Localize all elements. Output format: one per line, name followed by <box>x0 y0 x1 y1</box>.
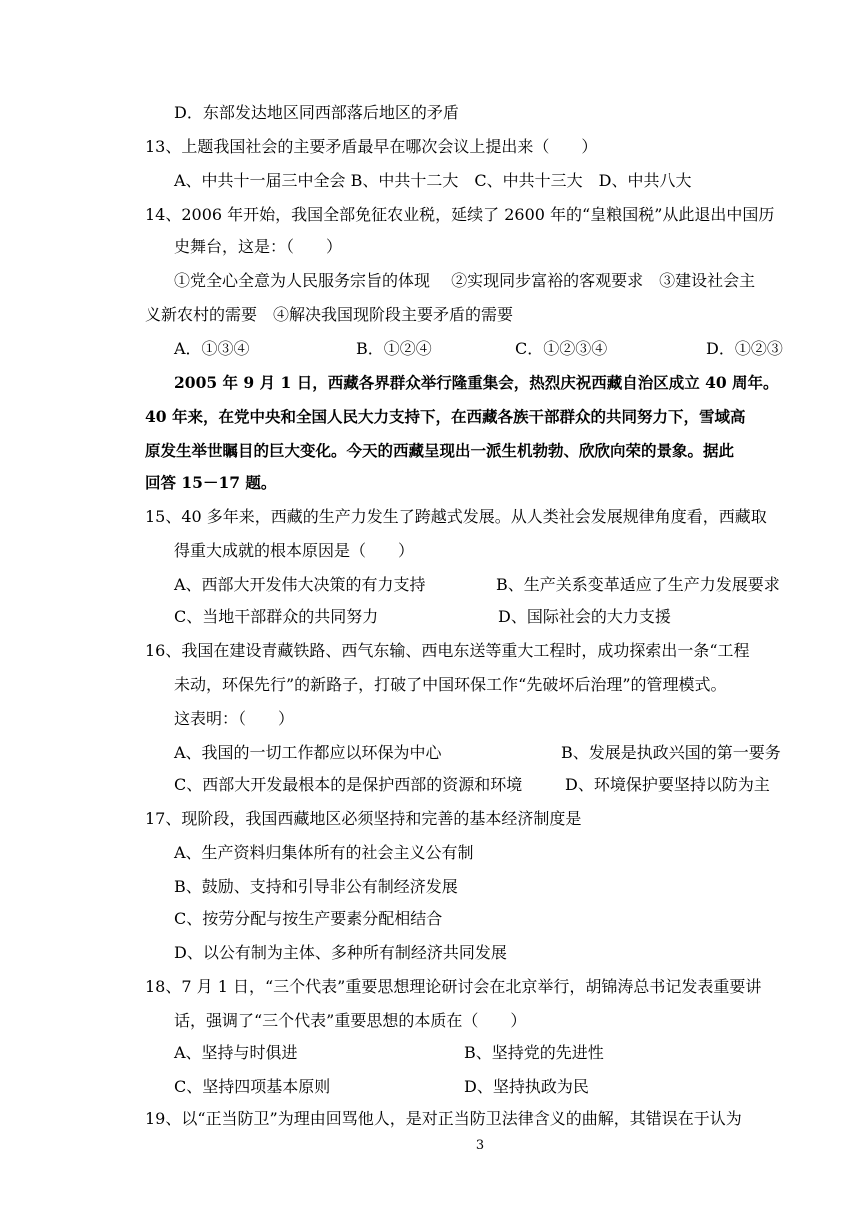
q14-option-d: D．①②③ <box>706 339 783 358</box>
q16-option-b: B、发展是执政兴国的第一要务 <box>561 743 781 762</box>
q16-option-a: A、我国的一切工作都应以环保为中心 <box>174 743 442 762</box>
q18-option-c: C、坚持四项基本原则 <box>174 1077 331 1096</box>
q13-options: A、中共十一届三中全会 B、中共十二大 C、中共十三大 D、中共八大 <box>174 171 692 190</box>
material-paragraph: 2005 年 9 月 1 日，西藏各界群众举行隆重集会，热烈庆祝西藏自治区成立 40 周年。 <box>174 373 779 392</box>
q15-option-c: C、当地干部群众的共同努力 <box>174 607 379 626</box>
q17-option-c: C、按劳分配与按生产要素分配相结合 <box>174 909 443 928</box>
question-18: 18、7 月 1 日，“三个代表”重要思想理论研讨会在北京举行，胡锦涛总书记发表重要讲 <box>145 977 762 996</box>
q18-option-d: D、坚持执政为民 <box>464 1077 589 1096</box>
q15-option-d: D、国际社会的大力支援 <box>498 607 671 626</box>
question-15-cont: 得重大成就的根本原因是（ ） <box>174 541 415 560</box>
q14-statements-cont: 义新农村的需要 ④解决我国现阶段主要矛盾的需要 <box>145 305 514 324</box>
question-16-cont: 未动，环保先行”的新路子，打破了中国环保工作“先破坏后治理”的管理模式。 <box>174 675 727 694</box>
question-14: 14、2006 年开始，我国全部免征农业税，延续了 2600 年的“皇粮国税”从此退出中国历 <box>145 205 775 224</box>
question-15: 15、40 多年来，西藏的生产力发生了跨越式发展。从人类社会发展规律角度看，西藏取 <box>145 507 767 526</box>
q17-option-d: D、以公有制为主体、多种所有制经济共同发展 <box>174 943 507 962</box>
question-18-cont: 话，强调了“三个代表”重要思想的本质在（ ） <box>174 1011 527 1030</box>
question-13: 13、上题我国社会的主要矛盾最早在哪次会议上提出来（ ） <box>145 137 598 156</box>
q18-option-b: B、坚持党的先进性 <box>464 1043 604 1062</box>
q15-option-a: A、西部大开发伟大决策的有力支持 <box>174 575 426 594</box>
q16-option-d: D、环境保护要坚持以防为主 <box>565 775 770 794</box>
q14-option-a: A．①③④ <box>174 339 250 358</box>
q18-option-a: A、坚持与时俱进 <box>174 1043 298 1062</box>
q17-option-a: A、生产资料归集体所有的社会主义公有制 <box>174 843 474 862</box>
q17-option-b: B、鼓励、支持和引导非公有制经济发展 <box>174 877 458 896</box>
question-16-cont-2: 这表明：（ ） <box>174 709 295 728</box>
question-19: 19、以“正当防卫”为理由回骂他人，是对正当防卫法律含义的曲解，其错误在于认为 <box>145 1109 742 1128</box>
page-number: 3 <box>475 1138 485 1153</box>
q16-option-c: C、西部大开发最根本的是保护西部的资源和环境 <box>174 775 523 794</box>
material-paragraph-4: 回答 15－17 题。 <box>145 473 277 492</box>
q15-option-b: B、生产关系变革适应了生产力发展要求 <box>496 575 780 594</box>
question-17: 17、现阶段，我国西藏地区必须坚持和完善的基本经济制度是 <box>145 809 582 828</box>
material-paragraph-3: 原发生举世瞩目的巨大变化。今天的西藏呈现出一派生机勃勃、欣欣向荣的景象。据此 <box>145 441 735 460</box>
material-paragraph-2: 40 年来，在党中央和全国人民大力支持下，在西藏各族干部群众的共同努力下，雪域高 <box>145 407 746 426</box>
q14-option-b: B．①②④ <box>356 339 432 358</box>
question-14-cont: 史舞台，这是：（ ） <box>174 237 343 256</box>
q14-option-c: C．①②③④ <box>515 339 608 358</box>
q12-option-d: D．东部发达地区同西部落后地区的矛盾 <box>174 103 459 122</box>
question-16: 16、我国在建设青藏铁路、西气东输、西电东送等重大工程时，成功探索出一条“工程 <box>145 641 750 660</box>
q14-statements: ①党全心全意为人民服务宗旨的体现 ②实现同步富裕的客观要求 ③建设社会主 <box>174 271 756 290</box>
